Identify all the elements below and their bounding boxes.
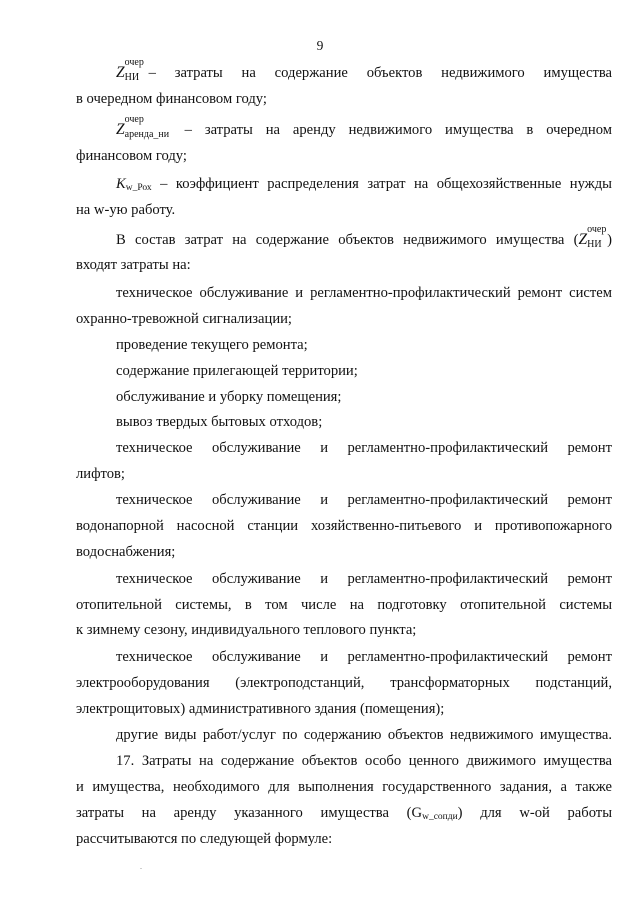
definition-text: – коэффициент распределения затрат на общехозяйственные нужды xyxy=(160,176,612,192)
symbol-letter: Z xyxy=(116,64,125,81)
clause17-text-after: ) для w-ой работы xyxy=(457,805,612,821)
symbol-subscript: w_сопди xyxy=(422,812,458,822)
formula-symbol-zni-inline xyxy=(578,224,607,250)
symbol-subscript: w_Рох xyxy=(125,183,152,193)
definition-kw-line2: на w-ую работу. xyxy=(76,202,176,218)
formula-symbol-kw xyxy=(116,176,152,192)
definition-zarenda-line2: финансовом году; xyxy=(76,148,187,164)
symbol-letter: Z xyxy=(116,121,125,138)
clause17-text-before: затраты на аренду указанного имущества ( xyxy=(76,805,412,821)
definition-kw-line1 xyxy=(116,175,612,193)
symbol-letter: Z xyxy=(578,231,588,248)
item-heating-line1: техническое обслуживание и регламентно-профилактический ремонт xyxy=(116,571,612,587)
composition-close-paren: ) xyxy=(607,232,612,248)
item-elevators-line2: лифтов; xyxy=(76,466,125,482)
item-cleaning: обслуживание и уборку помещения; xyxy=(116,389,342,405)
item-territory: содержание прилегающей территории; xyxy=(116,363,358,379)
item-electro-line3: электрощитовых) административного здания (помещения); xyxy=(76,701,445,717)
symbol-superscript: очер xyxy=(124,57,144,68)
symbol-letter: K xyxy=(116,176,126,192)
item-alarm-line2: охранно-тревожной сигнализации; xyxy=(76,311,292,327)
symbol-letter: G xyxy=(411,805,423,821)
definition-zarenda-line1 xyxy=(116,114,612,140)
item-electro-line1: техническое обслуживание и регламентно-профилактический ремонт xyxy=(116,649,612,665)
formula-symbol-gw xyxy=(412,805,458,821)
symbol-subscript: НИ xyxy=(587,239,602,250)
formula-symbol-zarenda xyxy=(116,114,170,140)
item-heating-line3: к зимнему сезону, индивидуального теплового пункта; xyxy=(76,622,417,638)
item-repair: проведение текущего ремонта; xyxy=(116,337,308,353)
clause17-line3 xyxy=(76,804,612,822)
scan-speck xyxy=(140,868,142,869)
symbol-superscript: очер xyxy=(124,114,144,125)
item-pump-line2: водонапорной насосной станции хозяйственно-питьевого и противопожарного xyxy=(76,518,612,534)
item-elevators-line1: техническое обслуживание и регламентно-профилактический ремонт xyxy=(116,440,612,456)
symbol-subscript: аренда_ни xyxy=(124,129,170,140)
clause17-line1: 17. Затраты на содержание объектов особо ценного движимого имущества xyxy=(116,753,612,769)
clause17-line2: и имущества, необходимого для выполнения государственного задания, а также xyxy=(76,779,612,795)
definition-text: – затраты на аренду недвижимого имущества в очередном xyxy=(184,122,612,138)
formula-symbol-zni xyxy=(116,57,144,83)
definition-text: – затраты на содержание объектов недвижимого имущества xyxy=(148,65,612,81)
definition-zni-line2: в очередном финансовом году; xyxy=(76,91,267,107)
composition-line1 xyxy=(116,224,612,250)
page-number: 9 xyxy=(316,38,324,53)
item-electro-line2: электрооборудования (электроподстанций, трансформаторных подстанций, xyxy=(76,675,612,691)
composition-text: В состав затрат на содержание объектов недвижимого имущества ( xyxy=(116,232,579,248)
item-heating-line2: отопительной системы, в том числе на подготовку отопительной системы xyxy=(76,597,612,613)
composition-line2: входят затраты на: xyxy=(76,257,191,273)
item-alarm-line1: техническое обслуживание и регламентно-профилактический ремонт систем xyxy=(116,285,612,301)
clause17-line4: рассчитываются по следующей формуле: xyxy=(76,831,333,847)
item-other: другие виды работ/услуг по содержанию объектов недвижимого имущества. xyxy=(116,727,612,743)
item-pump-line1: техническое обслуживание и регламентно-профилактический ремонт xyxy=(116,492,612,508)
definition-zni-line1 xyxy=(116,57,612,83)
item-pump-line3: водоснабжения; xyxy=(76,544,176,560)
item-waste: вывоз твердых бытовых отходов; xyxy=(116,414,323,430)
symbol-superscript: очер xyxy=(587,224,607,235)
symbol-subscript: НИ xyxy=(124,72,140,83)
